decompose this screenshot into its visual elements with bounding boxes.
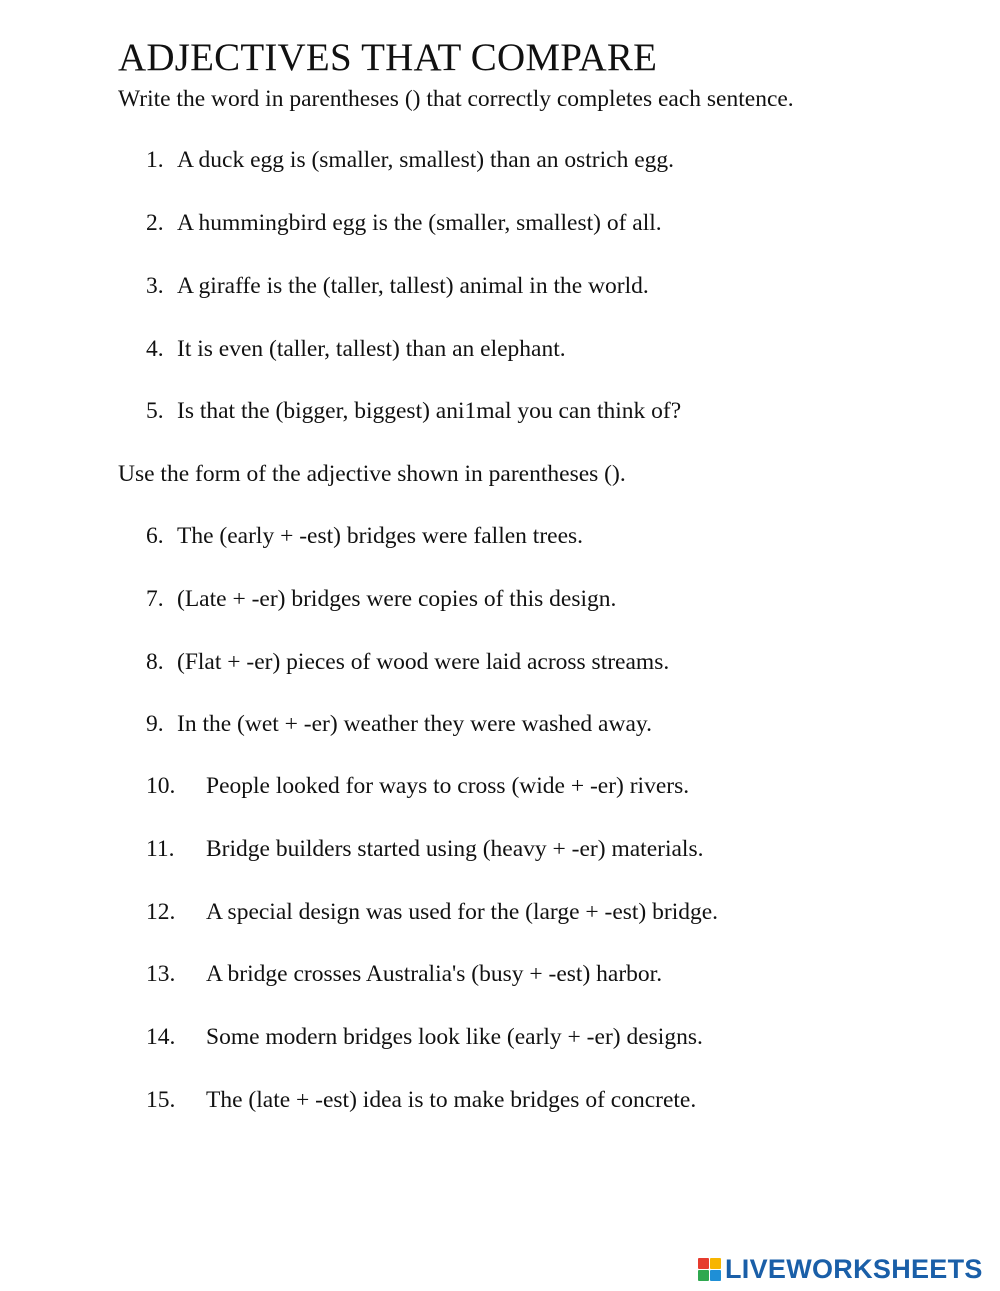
item-number: 14. — [146, 1024, 176, 1050]
item-number: 10. — [146, 773, 176, 799]
item-number: 3. — [146, 273, 164, 299]
item-text: The (late + -est) idea is to make bridges of concrete. — [206, 1087, 697, 1113]
item-text: In the (wet + -er) weather they were washed away. — [177, 711, 652, 737]
page-title: ADJECTIVES THAT COMPARE — [118, 36, 658, 79]
logo-block — [698, 1270, 709, 1281]
item-text: It is even (taller, tallest) than an elephant. — [177, 336, 566, 362]
item-text: A bridge crosses Australia's (busy + -est) harbor. — [206, 961, 663, 987]
item-number: 12. — [146, 899, 176, 925]
logo-block — [698, 1258, 709, 1269]
item-text: A special design was used for the (large + -est) bridge. — [206, 899, 719, 925]
item-number: 2. — [146, 210, 164, 236]
item-number: 15. — [146, 1087, 176, 1113]
item-number: 8. — [146, 649, 164, 675]
logo-block — [710, 1270, 721, 1281]
item-text: A giraffe is the (taller, tallest) animal in the world. — [177, 273, 649, 299]
item-text: (Flat + -er) pieces of wood were laid across streams. — [177, 649, 670, 675]
instructions-part-2: Use the form of the adjective shown in parentheses (). — [118, 461, 626, 487]
liveworksheets-brand — [698, 1255, 983, 1283]
item-text: (Late + -er) bridges were copies of this design. — [177, 586, 617, 612]
brand-name: LIVEWORKSHEETS — [725, 1254, 983, 1284]
item-number: 13. — [146, 961, 176, 987]
item-text: Is that the (bigger, biggest) ani1mal you can think of? — [177, 398, 682, 424]
item-text: A duck egg is (smaller, smallest) than an ostrich egg. — [177, 147, 675, 173]
item-text: Bridge builders started using (heavy + -er) materials. — [206, 836, 704, 862]
item-number: 9. — [146, 711, 164, 737]
item-number: 7. — [146, 586, 164, 612]
item-number: 5. — [146, 398, 164, 424]
liveworksheets-logo-icon — [698, 1258, 721, 1281]
logo-block — [710, 1258, 721, 1269]
item-number: 11. — [146, 836, 175, 862]
item-number: 1. — [146, 147, 164, 173]
item-number: 4. — [146, 336, 164, 362]
item-text: The (early + -est) bridges were fallen trees. — [177, 523, 584, 549]
item-text: People looked for ways to cross (wide + -er) rivers. — [206, 773, 690, 799]
instructions-part-1: Write the word in parentheses () that correctly completes each sentence. — [118, 86, 794, 112]
item-text: Some modern bridges look like (early + -er) designs. — [206, 1024, 703, 1050]
item-text: A hummingbird egg is the (smaller, smallest) of all. — [177, 210, 662, 236]
item-number: 6. — [146, 523, 164, 549]
